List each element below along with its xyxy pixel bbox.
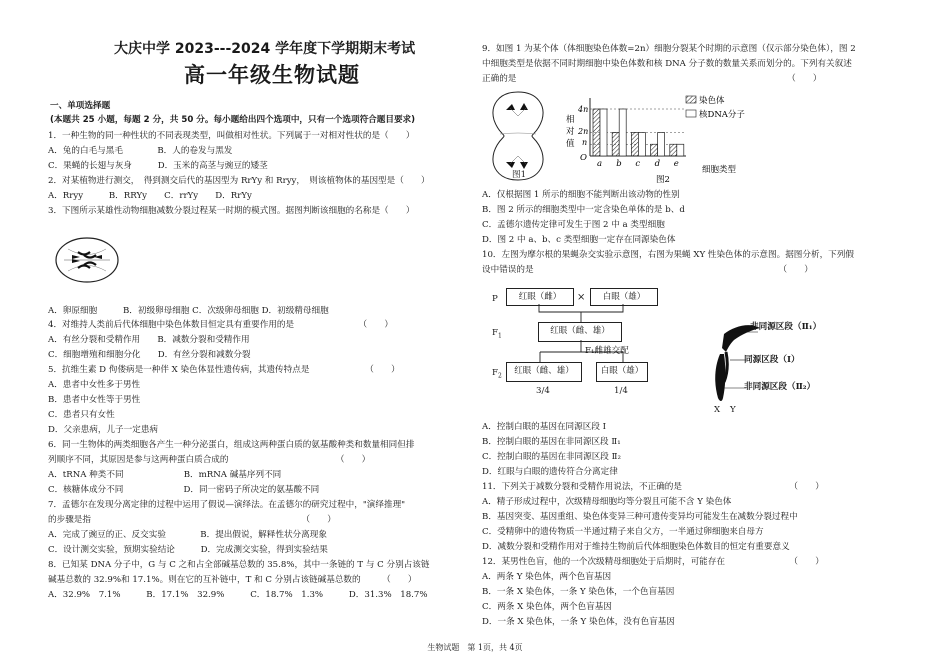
f2-label bbox=[492, 368, 502, 382]
q9-option-c: C．孟德尔遗传定律可发生于图 2 中 a 类型细胞 bbox=[482, 220, 665, 230]
q11-option-a: A．精子形成过程中，次级精母细胞均等分裂且可能不含 Y 染色体 bbox=[482, 497, 732, 507]
fig2-label: 图2 bbox=[656, 175, 670, 184]
bar-a-chromosome bbox=[593, 109, 600, 156]
region-i-label: 同源区段（Ⅰ） bbox=[744, 355, 800, 365]
q4-options-cd: C．细胞增殖和细胞分化 D．有丝分裂和减数分裂 bbox=[48, 350, 251, 360]
section-instructions: (本题共 25 小题，每题 2 分，共 50 分。每小题给出四个选项中，只有一个选项符合题目要求) bbox=[50, 115, 416, 125]
ylabel-3: 值 bbox=[566, 139, 575, 149]
legend-dna-swatch bbox=[686, 110, 696, 117]
f2-white-box: 白眼（雄） bbox=[596, 362, 648, 382]
q11-option-b: B．基因突变、基因重组、染色体变异三种可遗传变异均可能发生在减数分裂过程中 bbox=[482, 512, 798, 522]
q3-stem: 3．下图所示某雄性动物细胞减数分裂过程某一时期的模式图。据图判断该细胞的名称是（ ） bbox=[48, 206, 415, 216]
bar-b-dna bbox=[619, 109, 626, 156]
q11-option-c: C．受精卵中的遗传物质一半通过精子来自父方，一半通过卵细胞来自母方 bbox=[482, 527, 764, 537]
ytick-4n: 4n bbox=[578, 105, 589, 114]
q10-option-d: D．红眼与白眼的遗传符合分离定律 bbox=[482, 467, 618, 477]
q10-option-b: B．控制白眼的基因在非同源区段 Ⅱ₁ bbox=[482, 437, 621, 447]
q8-options: A．32.9% 7.1% B．17.1% 32.9% C．18.7% 1.3% D．31.3% 18.7% bbox=[48, 590, 428, 600]
q10-stem-line1: 10．左图为摩尔根的果蝇杂交实验示意图，右图为果蝇 XY 性染色体的示意图。据图分析，下列假 bbox=[482, 250, 854, 260]
ytick-n: n bbox=[582, 138, 588, 147]
q5-option-b: B．患者中女性等于男性 bbox=[48, 395, 141, 405]
q6-stem-line2: 列顺序不同，其原因是参与这两种蛋白质合成的 （ ） bbox=[48, 455, 371, 465]
bar-c-chromosome bbox=[631, 133, 638, 157]
ratio-red: 3/4 bbox=[536, 386, 550, 396]
legend-dna: 核DNA分子 bbox=[699, 110, 745, 120]
bar-e-dna bbox=[677, 144, 684, 156]
q3-cell-diagram bbox=[54, 235, 120, 285]
f2-red-box: 红眼（雌、雄） bbox=[506, 362, 582, 382]
q7-stem-line1: 7．孟德尔在发现分离定律的过程中运用了假说—演绎法。在孟德尔的研究过程中，"演绎推理" bbox=[48, 500, 406, 510]
p-to-f1-lines bbox=[538, 304, 628, 322]
xtick-d: d bbox=[654, 159, 661, 169]
page-footer: 生物试题 第 1页，共 4页 bbox=[427, 643, 523, 652]
ylabel-2: 对 bbox=[566, 127, 575, 137]
xlabel: 细胞类型 bbox=[702, 165, 737, 175]
q11-stem: 11．下列关于减数分裂和受精作用说法，不正确的是 （ ） bbox=[482, 482, 824, 492]
bar-b-chromosome bbox=[612, 133, 619, 157]
q10-stem-line2: 设中错误的是 （ ） bbox=[482, 265, 813, 275]
q5-stem: 5．抗维生素 D 佝偻病是一种伴 X 染色体显性遗传病，其遗传特点是 （ ） bbox=[48, 365, 400, 375]
q5-option-a: A．患者中女性多于男性 bbox=[48, 380, 141, 390]
legend-chrom: 染色体 bbox=[699, 96, 725, 106]
q12-option-a: A．两条 Y 染色体，两个色盲基因 bbox=[482, 572, 612, 582]
q9-option-d: D．图 2 中 a、b、c 类型细胞一定存在同源染色体 bbox=[482, 235, 676, 245]
q6-options-ab: A．tRNA 种类不同 B．mRNA 碱基序列不同 bbox=[48, 470, 282, 480]
f1-cross-label: F₁雌雄交配 bbox=[585, 346, 629, 356]
q10-option-a: A．控制白眼的基因在同源区段 Ⅰ bbox=[482, 422, 607, 432]
q5-option-d: D．父亲患病，儿子一定患病 bbox=[48, 425, 159, 435]
q7-options-cd: C．设计测交实验，预期实验结论 D．完成测交实验，得到实验结果 bbox=[48, 545, 328, 555]
q1-stem: 1．一种生物的同一种性状的不同表现类型，叫做相对性状。下列属于一对相对性状的是（ ） bbox=[48, 131, 415, 141]
q11-option-d: D．减数分裂和受精作用对于维持生物前后代体细胞染色体数目的恒定有重要意义 bbox=[482, 542, 790, 552]
q9-option-b: B．图 2 所示的细胞类型中一定含染色单体的是 b、d bbox=[482, 205, 685, 215]
p-male-box: 白眼（雄） bbox=[590, 288, 658, 306]
y-label: Y bbox=[730, 405, 736, 415]
p-label: P bbox=[492, 294, 498, 304]
xtick-c: c bbox=[635, 159, 641, 169]
bar-d-chromosome bbox=[651, 144, 658, 156]
q7-stem-line2: 的步骤是指 （ ） bbox=[48, 515, 336, 525]
f1-box: 红眼（雌、雄） bbox=[538, 322, 622, 342]
x-chromosome bbox=[715, 354, 725, 401]
q10-option-c: C．控制白眼的基因在非同源区段 Ⅱ₂ bbox=[482, 452, 621, 462]
q1-options-cd: C．果蝇的长翅与灰身 D．玉米的高茎与豌豆的矮茎 bbox=[48, 161, 268, 171]
f1-letter: F bbox=[492, 328, 498, 338]
f1-subscript: 1 bbox=[497, 332, 502, 340]
q8-stem-line2: 碱基总数的 32.9%和 17.1%。则在它的互补链中，T 和 C 分别占该链碱基总数的 （ ） bbox=[48, 575, 417, 585]
q9-option-a: A．仅根据图 1 所示的细胞不能判断出该动物的性别 bbox=[482, 190, 680, 200]
q9-figure2-chart bbox=[556, 88, 766, 184]
q7-options-ab: A．完成了豌豆的正、反交实验 B．提出假说，解释性状分离现象 bbox=[48, 530, 327, 540]
xtick-b: b bbox=[616, 159, 622, 169]
q9-stem-line3: 正确的是 （ ） bbox=[482, 74, 822, 84]
q12-stem: 12．某男性色盲，他的一个次级精母细胞处于后期时，可能存在 （ ） bbox=[482, 557, 824, 567]
subject-title: 高一年级生物试题 bbox=[184, 63, 360, 87]
q6-stem-line1: 6．同一生物体的两类细胞各产生一种分泌蛋白，组成这两种蛋白质的氨基酸种类和数量相同但排 bbox=[48, 440, 415, 450]
q4-stem: 4．对维持人类前后代体细胞中染色体数目恒定具有重要作用的是 （ ） bbox=[48, 320, 393, 330]
q5-option-c: C．患者只有女性 bbox=[48, 410, 115, 420]
f2-subscript: 2 bbox=[497, 372, 502, 380]
q12-option-b: B．一条 X 染色体，一条 Y 染色体，一个色盲基因 bbox=[482, 587, 675, 597]
ratio-white: 1/4 bbox=[614, 386, 628, 396]
p-female-box: 红眼（雌） bbox=[506, 288, 574, 306]
fig1-label: 图1 bbox=[512, 170, 527, 180]
cross-symbol: × bbox=[577, 292, 586, 303]
bar-c-dna bbox=[638, 133, 645, 157]
bar-d-dna bbox=[658, 133, 665, 157]
q3-options: A．卵原细胞 B．初级卵母细胞 C．次级卵母细胞 D．初级精母细胞 bbox=[48, 306, 329, 316]
ytick-2n: 2n bbox=[578, 127, 589, 136]
q12-option-c: C．两条 X 染色体，两个色盲基因 bbox=[482, 602, 612, 612]
origin-label: O bbox=[580, 153, 587, 163]
f1-label bbox=[492, 328, 502, 342]
xtick-e: e bbox=[673, 159, 679, 169]
q9-stem-line1: 9．如图 1 为某个体（体细胞染色体数=2n）细胞分裂某个时期的示意图（仅示部分染色体），图 2 bbox=[482, 44, 856, 54]
exam-title: 大庆中学 2023---2024 学年度下学期期末考试 bbox=[114, 41, 416, 57]
xtick-a: a bbox=[597, 159, 603, 169]
q6-options-cd: C．核糖体成分不同 D．同一密码子所决定的氨基酸不同 bbox=[48, 485, 320, 495]
q2-stem: 2．对某植物进行测交， 得到测交后代的基因型为 RrYy 和 Rryy， 则该植物体的基因型是（ ） bbox=[48, 176, 430, 186]
x-label: X bbox=[714, 405, 721, 415]
legend-chrom-swatch bbox=[686, 96, 696, 103]
section-title: 一、单项选择题 bbox=[50, 101, 111, 111]
bar-a-dna bbox=[600, 109, 607, 156]
region-ii1-label: 非同源区段（Ⅱ₁） bbox=[750, 322, 822, 332]
q9-stem-line2: 中细胞类型是依据不同时期细胞中染色体数和核 DNA 分子数的数量关系而划分的。下列有关叙述 bbox=[482, 59, 852, 69]
q4-options-ab: A．有丝分裂和受精作用 B．减数分裂和受精作用 bbox=[48, 335, 250, 345]
region-ii2-label: 非同源区段（Ⅱ₂） bbox=[744, 382, 816, 392]
q8-stem-line1: 8．已知某 DNA 分子中，G 与 C 之和占全部碱基总数的 35.8%，其中一条链的 T 与 C 分别占该链 bbox=[48, 560, 430, 570]
bar-e-chromosome bbox=[670, 144, 677, 156]
f2-letter: F bbox=[492, 368, 498, 378]
q12-option-d: D．一条 X 染色体，一条 Y 染色体，没有色盲基因 bbox=[482, 617, 675, 627]
q2-options: A．Rryy B．RRYy C．rrYy D．RrYy bbox=[48, 191, 252, 201]
q1-options-ab: A．兔的白毛与黑毛 B．人的卷发与黑发 bbox=[48, 146, 233, 156]
ylabel-1: 相 bbox=[566, 115, 575, 125]
